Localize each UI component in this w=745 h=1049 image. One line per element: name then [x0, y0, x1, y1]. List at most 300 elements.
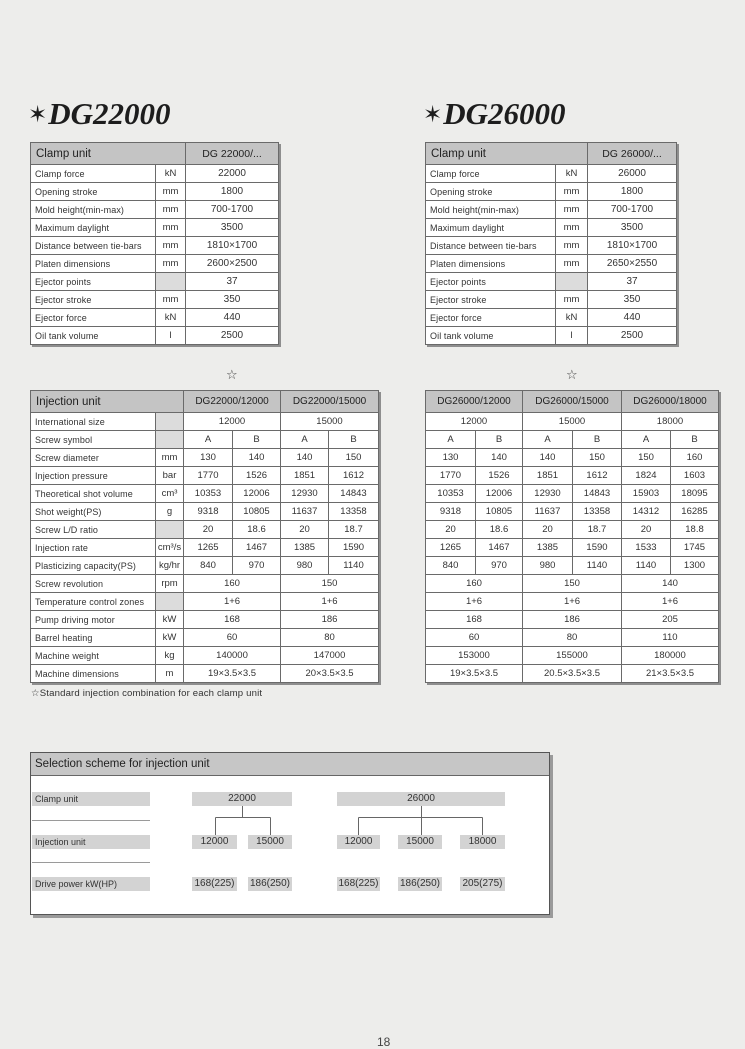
injection-row: [31, 647, 379, 665]
spec-value: 18.7: [329, 521, 379, 539]
spec-value: 2600×2500: [186, 255, 279, 273]
row-label-injection-unit: Injection unit: [32, 835, 150, 849]
spec-value: 20.5×3.5×3.5: [523, 665, 622, 683]
spec-value: 700-1700: [588, 201, 677, 219]
spec-value: A: [184, 431, 233, 449]
spec-label: Opening stroke: [31, 183, 156, 201]
spec-value: 1603: [671, 467, 719, 485]
spec-unit: mm: [556, 237, 588, 255]
spec-value: 1+6: [184, 593, 281, 611]
spec-value: 1824: [622, 467, 671, 485]
spec-label: Screw diameter: [31, 449, 156, 467]
clamp-row: [426, 255, 677, 273]
spec-value: 12000: [184, 413, 281, 431]
spec-label: Machine weight: [31, 647, 156, 665]
spec-value: 168: [184, 611, 281, 629]
clamp-row: [426, 237, 677, 255]
injection-row: [426, 503, 719, 521]
injection-option: 15000: [398, 835, 442, 849]
spec-value: 20: [426, 521, 476, 539]
clamp-row: [426, 183, 677, 201]
row-label-clamp-unit: Clamp unit: [32, 792, 150, 806]
spec-value: 1385: [523, 539, 573, 557]
injection-row: [426, 647, 719, 665]
spec-value: 14312: [622, 503, 671, 521]
spec-value: 26000: [588, 165, 677, 183]
clamp-row: [31, 291, 279, 309]
spec-value: 1467: [233, 539, 281, 557]
table-header-row: [31, 143, 279, 165]
injection-row: [426, 521, 719, 539]
spec-unit: mm: [156, 201, 186, 219]
model-title-dg22000: [28, 95, 171, 136]
standard-combination-star-icon: ☆: [226, 368, 238, 383]
spec-value: 13358: [329, 503, 379, 521]
injection-row: [31, 449, 379, 467]
model-title-text: DG26000: [443, 96, 566, 131]
row-label-drive-power: Drive power kW(HP): [32, 877, 150, 891]
spec-value: 15000: [523, 413, 622, 431]
spec-label: Oil tank volume: [31, 327, 156, 345]
injection-row: [31, 485, 379, 503]
injection-row: [426, 557, 719, 575]
injection-model-header: DG26000/15000: [523, 391, 622, 413]
spec-value: 3500: [588, 219, 677, 237]
spec-unit: mm: [556, 183, 588, 201]
spec-value: 140: [622, 575, 719, 593]
spec-value: 3500: [186, 219, 279, 237]
spec-value: 1590: [329, 539, 379, 557]
spec-value: 20: [622, 521, 671, 539]
spec-label: Clamp force: [426, 165, 556, 183]
spec-label: Ejector stroke: [31, 291, 156, 309]
spec-value: 12930: [523, 485, 573, 503]
spec-value: 1+6: [426, 593, 523, 611]
clamp-row: [31, 309, 279, 327]
spec-value: 150: [573, 449, 622, 467]
spec-value: 1300: [671, 557, 719, 575]
drive-power-value: 186(250): [399, 878, 441, 889]
clamp-row: [426, 219, 677, 237]
spec-value: 160: [671, 449, 719, 467]
spec-value: 15903: [622, 485, 671, 503]
spec-unit: kN: [156, 165, 186, 183]
spec-label: Injection rate: [31, 539, 156, 557]
spec-value: 20: [281, 521, 329, 539]
six-pointed-star-icon: ✶: [28, 102, 48, 128]
spec-value: 150: [523, 575, 622, 593]
clamp-row: [426, 165, 677, 183]
spec-value: 20: [184, 521, 233, 539]
drive-power-value: 168(225): [192, 877, 237, 891]
spec-value: 180000: [622, 647, 719, 665]
spec-value: 160: [426, 575, 523, 593]
spec-value: 12000: [426, 413, 523, 431]
spec-label: Platen dimensions: [426, 255, 556, 273]
spec-value: 1810×1700: [186, 237, 279, 255]
spec-value: 9318: [184, 503, 233, 521]
spec-value: 130: [426, 449, 476, 467]
spec-value: 150: [281, 575, 379, 593]
spec-value: 980: [523, 557, 573, 575]
spec-value: 840: [184, 557, 233, 575]
spec-value: 160: [184, 575, 281, 593]
spec-value: 18.6: [476, 521, 523, 539]
injection-model-header: DG22000/15000: [281, 391, 379, 413]
spec-label: Ejector points: [31, 273, 156, 291]
spec-value: 140: [476, 449, 523, 467]
spec-label: Screw symbol: [31, 431, 156, 449]
spec-value: 80: [281, 629, 379, 647]
table-header-label: Clamp unit: [426, 143, 588, 165]
spec-label: Screw revolution: [31, 575, 156, 593]
spec-value: 1467: [476, 539, 523, 557]
clamp-row: [31, 183, 279, 201]
table-header-row: [31, 391, 379, 413]
spec-label: Mold height(min-max): [31, 201, 156, 219]
clamp-row: [31, 237, 279, 255]
injection-row: [31, 629, 379, 647]
drive-power-value: 168(225): [338, 878, 379, 889]
clamp-row: [426, 273, 677, 291]
spec-label: Distance between tie-bars: [31, 237, 156, 255]
spec-unit: [156, 273, 186, 291]
spec-value: 150: [329, 449, 379, 467]
spec-value: 1265: [426, 539, 476, 557]
spec-value: 1612: [329, 467, 379, 485]
spec-unit: cm³/s: [156, 539, 184, 557]
spec-unit: bar: [156, 467, 184, 485]
spec-value: 2500: [186, 327, 279, 345]
spec-value: A: [622, 431, 671, 449]
clamp-row: [31, 327, 279, 345]
spec-label: Temperature control zones: [31, 593, 156, 611]
spec-value: 440: [186, 309, 279, 327]
spec-value: 1590: [573, 539, 622, 557]
injection-row: [31, 575, 379, 593]
spec-unit: mm: [156, 255, 186, 273]
spec-unit: kW: [156, 611, 184, 629]
spec-label: Opening stroke: [426, 183, 556, 201]
spec-value: 20: [523, 521, 573, 539]
spec-value: A: [281, 431, 329, 449]
spec-value: 16285: [671, 503, 719, 521]
spec-value: 14843: [329, 485, 379, 503]
spec-value: 1745: [671, 539, 719, 557]
spec-value: 1526: [233, 467, 281, 485]
injection-row: [31, 611, 379, 629]
spec-value: 1770: [184, 467, 233, 485]
footnote: ☆Standard injection combination for each clamp unit: [31, 688, 263, 699]
spec-value: 10805: [476, 503, 523, 521]
spec-value: 1140: [573, 557, 622, 575]
spec-value: 1265: [184, 539, 233, 557]
injection-row: [426, 593, 719, 611]
spec-value: 440: [588, 309, 677, 327]
clamp-unit-table: [30, 142, 279, 345]
spec-unit: mm: [156, 291, 186, 309]
spec-unit: m: [156, 665, 184, 683]
spec-label: Pump driving motor: [31, 611, 156, 629]
spec-value: 140: [523, 449, 573, 467]
spec-value: 19×3.5×3.5: [426, 665, 523, 683]
spec-label: Distance between tie-bars: [426, 237, 556, 255]
spec-value: 186: [281, 611, 379, 629]
injection-option: 18000: [460, 835, 505, 849]
spec-label: Oil tank volume: [426, 327, 556, 345]
spec-value: A: [426, 431, 476, 449]
table-header-label: Clamp unit: [31, 143, 186, 165]
spec-value: 970: [233, 557, 281, 575]
injection-row: [31, 431, 379, 449]
spec-value: 18095: [671, 485, 719, 503]
model-title-dg26000: [423, 95, 566, 136]
spec-value: 1+6: [281, 593, 379, 611]
clamp-row: [426, 291, 677, 309]
spec-value: 140: [281, 449, 329, 467]
injection-row: [31, 557, 379, 575]
clamp-row: [426, 201, 677, 219]
spec-unit: g: [156, 503, 184, 521]
injection-row: [426, 539, 719, 557]
spec-label: Ejector force: [426, 309, 556, 327]
spec-value: 11637: [523, 503, 573, 521]
injection-row: [426, 485, 719, 503]
spec-unit: mm: [556, 291, 588, 309]
clamp-row: [31, 273, 279, 291]
spec-unit: kN: [556, 165, 588, 183]
spec-value: 2500: [588, 327, 677, 345]
spec-value: 350: [588, 291, 677, 309]
spec-value: 1810×1700: [588, 237, 677, 255]
injection-option: 12000: [337, 835, 380, 849]
spec-value: 15000: [281, 413, 379, 431]
clamp-row: [426, 309, 677, 327]
spec-unit: l: [556, 327, 588, 345]
spec-label: Ejector points: [426, 273, 556, 291]
spec-value: 2650×2550: [588, 255, 677, 273]
standard-combination-star-icon: ☆: [566, 368, 578, 383]
injection-row: [426, 575, 719, 593]
injection-row: [426, 449, 719, 467]
spec-label: Plasticizing capacity(PS): [31, 557, 156, 575]
spec-unit: kN: [156, 309, 186, 327]
injection-row: [31, 467, 379, 485]
injection-row: [426, 665, 719, 683]
spec-unit: kg: [156, 647, 184, 665]
drive-power-value: 205(275): [460, 877, 505, 891]
spec-value: 20×3.5×3.5: [281, 665, 379, 683]
spec-label: Ejector stroke: [426, 291, 556, 309]
table-header-label: Injection unit: [31, 391, 184, 413]
injection-model-header: DG26000/18000: [622, 391, 719, 413]
injection-row: [31, 593, 379, 611]
clamp-row: [31, 201, 279, 219]
spec-label: Screw L/D ratio: [31, 521, 156, 539]
drive-power-value: 186(250): [249, 878, 291, 889]
spec-unit: cm³: [156, 485, 184, 503]
spec-value: 1851: [281, 467, 329, 485]
spec-value: 18.7: [573, 521, 622, 539]
clamp-row: [31, 255, 279, 273]
spec-value: 1770: [426, 467, 476, 485]
spec-unit: [156, 431, 184, 449]
spec-value: B: [233, 431, 281, 449]
clamp-option: 26000: [337, 792, 505, 806]
spec-value: 60: [184, 629, 281, 647]
spec-label: Theoretical shot volume: [31, 485, 156, 503]
spec-value: 10353: [184, 485, 233, 503]
spec-unit: [556, 273, 588, 291]
spec-value: 60: [426, 629, 523, 647]
clamp-row: [426, 327, 677, 345]
injection-row: [31, 539, 379, 557]
spec-label: International size: [31, 413, 156, 431]
spec-unit: kW: [156, 629, 184, 647]
spec-value: 11637: [281, 503, 329, 521]
spec-value: 140: [233, 449, 281, 467]
spec-value: 12006: [233, 485, 281, 503]
spec-unit: l: [156, 327, 186, 345]
spec-value: 18000: [622, 413, 719, 431]
spec-value: 110: [622, 629, 719, 647]
table-header-model: DG 26000/...: [588, 143, 677, 165]
spec-value: 168: [426, 611, 523, 629]
spec-value: 10353: [426, 485, 476, 503]
spec-unit: [156, 413, 184, 431]
spec-value: B: [476, 431, 523, 449]
spec-value: 12006: [476, 485, 523, 503]
spec-value: 13358: [573, 503, 622, 521]
spec-value: 19×3.5×3.5: [184, 665, 281, 683]
spec-value: 10805: [233, 503, 281, 521]
spec-value: 12930: [281, 485, 329, 503]
injection-unit-table: [30, 390, 379, 683]
spec-value: 350: [186, 291, 279, 309]
spec-value: 130: [184, 449, 233, 467]
spec-value: A: [523, 431, 573, 449]
spec-unit: kN: [556, 309, 588, 327]
injection-option: 12000: [192, 835, 237, 849]
injection-row: [426, 629, 719, 647]
spec-unit: mm: [556, 201, 588, 219]
spec-value: 1533: [622, 539, 671, 557]
spec-unit: [156, 521, 184, 539]
spec-value: 1526: [476, 467, 523, 485]
spec-label: Shot weight(PS): [31, 503, 156, 521]
spec-value: 1800: [186, 183, 279, 201]
selection-title: Selection scheme for injection unit: [31, 753, 549, 776]
spec-value: 1612: [573, 467, 622, 485]
spec-label: Maximum daylight: [31, 219, 156, 237]
spec-value: 21×3.5×3.5: [622, 665, 719, 683]
clamp-unit-table: [425, 142, 677, 345]
spec-value: 1+6: [523, 593, 622, 611]
spec-value: 840: [426, 557, 476, 575]
injection-option: 15000: [248, 835, 292, 849]
spec-value: 37: [186, 273, 279, 291]
spec-label: Ejector force: [31, 309, 156, 327]
spec-unit: mm: [156, 449, 184, 467]
spec-unit: mm: [556, 219, 588, 237]
spec-unit: [156, 593, 184, 611]
spec-label: Machine dimensions: [31, 665, 156, 683]
spec-label: Injection pressure: [31, 467, 156, 485]
spec-value: 18.6: [233, 521, 281, 539]
spec-value: 147000: [281, 647, 379, 665]
clamp-row: [31, 219, 279, 237]
spec-value: 18.8: [671, 521, 719, 539]
spec-unit: mm: [156, 219, 186, 237]
spec-label: Barrel heating: [31, 629, 156, 647]
injection-model-header: DG26000/12000: [426, 391, 523, 413]
spec-value: 22000: [186, 165, 279, 183]
injection-row: [426, 467, 719, 485]
injection-row: [31, 413, 379, 431]
injection-row: [31, 665, 379, 683]
injection-row: [426, 413, 719, 431]
spec-unit: mm: [556, 255, 588, 273]
spec-value: 155000: [523, 647, 622, 665]
spec-label: Clamp force: [31, 165, 156, 183]
spec-value: B: [671, 431, 719, 449]
page-number: 18: [377, 1035, 391, 1049]
spec-unit: kg/hr: [156, 557, 184, 575]
table-header-row: [426, 143, 677, 165]
spec-value: 140000: [184, 647, 281, 665]
spec-value: B: [329, 431, 379, 449]
table-header-row: [426, 391, 719, 413]
spec-value: 980: [281, 557, 329, 575]
spec-label: Platen dimensions: [31, 255, 156, 273]
spec-value: 37: [588, 273, 677, 291]
injection-unit-table: [425, 390, 719, 683]
spec-value: 80: [523, 629, 622, 647]
spec-value: 205: [622, 611, 719, 629]
injection-row: [426, 611, 719, 629]
spec-value: 1140: [622, 557, 671, 575]
clamp-option: 22000: [192, 792, 292, 806]
model-title-text: DG22000: [48, 96, 171, 131]
spec-unit: mm: [156, 183, 186, 201]
spec-value: 153000: [426, 647, 523, 665]
injection-model-header: DG22000/12000: [184, 391, 281, 413]
selection-scheme: [30, 752, 550, 915]
spec-label: Mold height(min-max): [426, 201, 556, 219]
spec-unit: mm: [156, 237, 186, 255]
spec-value: 700-1700: [186, 201, 279, 219]
spec-value: 970: [476, 557, 523, 575]
spec-value: 186: [523, 611, 622, 629]
spec-value: 1140: [329, 557, 379, 575]
spec-unit: rpm: [156, 575, 184, 593]
spec-value: 150: [622, 449, 671, 467]
clamp-row: [31, 165, 279, 183]
injection-row: [31, 521, 379, 539]
spec-value: 1+6: [622, 593, 719, 611]
spec-value: B: [573, 431, 622, 449]
injection-row: [426, 431, 719, 449]
spec-value: 1800: [588, 183, 677, 201]
spec-value: 14843: [573, 485, 622, 503]
six-pointed-star-icon: ✶: [423, 102, 443, 128]
spec-value: 1851: [523, 467, 573, 485]
table-header-model: DG 22000/...: [186, 143, 279, 165]
spec-value: 9318: [426, 503, 476, 521]
spec-label: Maximum daylight: [426, 219, 556, 237]
injection-row: [31, 503, 379, 521]
spec-value: 1385: [281, 539, 329, 557]
